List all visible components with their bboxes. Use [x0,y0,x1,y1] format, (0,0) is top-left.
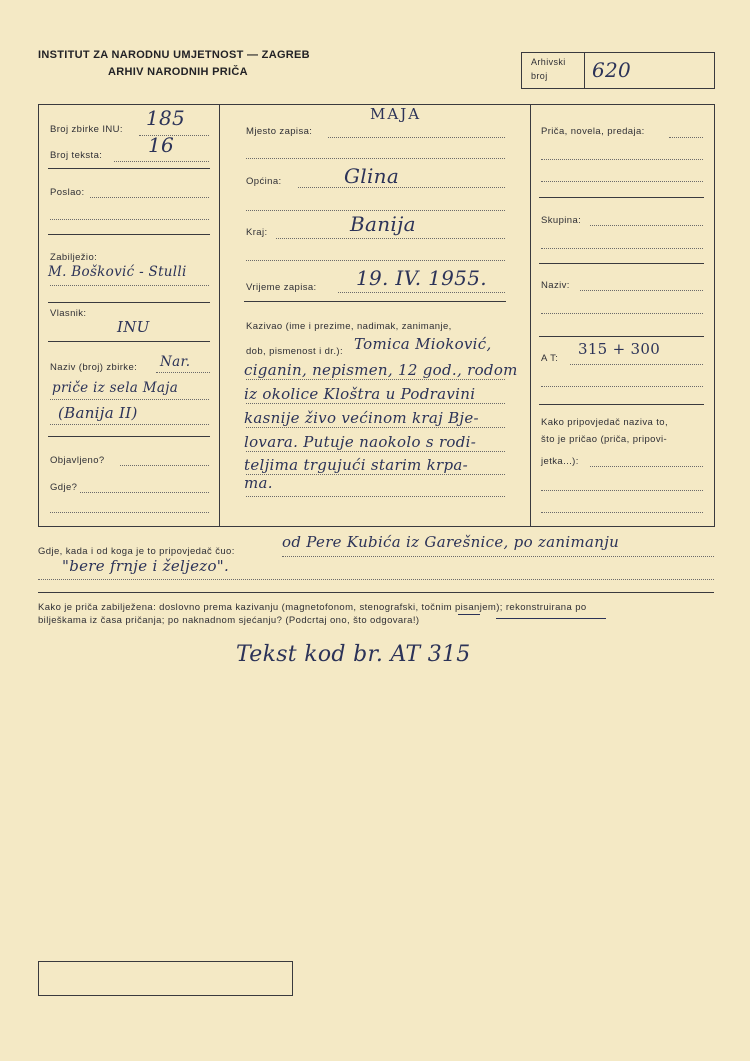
narrator-term-label-2: što je pričao (priča, pripovi- [541,434,668,445]
where-published-label: Gdje? [50,482,78,493]
region-value: Banija [350,212,416,236]
dotted-line [246,158,505,159]
separator [539,404,704,405]
recorder-label: Zabilježio: [50,252,98,263]
narrator-line-3: iz okolice Kloštra u Podravini [244,385,476,403]
narrator-line-6: teljima trgujući starim krpa- [244,456,469,474]
dotted-line [338,292,505,293]
dotted-line [580,290,703,291]
archive-number-value: 620 [592,58,632,82]
column-divider-left [219,104,220,526]
dotted-line [328,137,505,138]
dotted-line [50,219,209,220]
dotted-line [590,466,703,467]
separator [539,336,704,337]
collection-name-value-2: priče iz sela Maja [52,380,179,396]
narrator-line-5: lovara. Putuje naokolo s rodi- [244,433,477,451]
story-type-label: Priča, novela, predaja: [541,126,645,137]
owner-label: Vlasnik: [50,308,87,319]
sender-label: Poslao: [50,187,85,198]
dotted-line [541,512,703,513]
narrator-term-label-3: jetka...): [541,456,579,467]
dotted-line [246,496,505,497]
narrator-term-label-1: Kako pripovjedač naziva to, [541,417,668,428]
date-value: 19. IV. 1955. [356,266,487,290]
bottom-empty-box [38,961,293,996]
narrator-label-2: dob, pismenost i dr.): [246,346,343,357]
separator [48,234,210,235]
collection-name-label: Naziv (broj) zbirke: [50,362,138,373]
dotted-line [570,364,703,365]
column-divider-right [530,104,531,526]
dotted-line [298,187,505,188]
separator [38,592,714,593]
at-label: A T: [541,353,559,364]
separator [539,263,704,264]
published-label: Objavljeno? [50,455,105,466]
dotted-line [156,372,210,373]
dotted-line [50,512,209,513]
dotted-line [114,161,209,162]
collection-number-value: 185 [146,106,186,130]
collection-name-value-1: Nar. [160,354,191,370]
separator [48,302,210,303]
underline [496,618,606,619]
dotted-line [90,197,209,198]
dotted-line [50,285,209,286]
archive-title: ARHIV NARODNIH PRIČA [108,66,248,78]
dotted-line [276,238,505,239]
place-label: Mjesto zapisa: [246,126,313,137]
narrator-line-2: ciganin, nepismen, 12 god., rodom [244,361,518,379]
dotted-line [541,248,703,249]
method-line-2: bilješkama iz časa pričanja; po naknadnom sjećanju? (Podcrtaj ono, što odgovara!) [38,615,420,626]
dotted-line [50,424,209,425]
title-label: Naziv: [541,280,570,291]
municipality-value: Glina [344,164,400,188]
source-value-1: od Pere Kubića iz Garešnice, po zanimanju [282,533,620,551]
dotted-line [246,379,505,380]
institute-title: INSTITUT ZA NARODNU UMJETNOST — ZAGREB [38,49,310,61]
dotted-line [246,427,505,428]
dotted-line [120,465,209,466]
dotted-line [80,492,209,493]
dotted-line [541,490,703,491]
at-value: 315 + 300 [578,340,661,358]
dotted-line [541,313,703,314]
narrator-line-1: Tomica Mioković, [354,335,492,353]
method-line-1: Kako je priča zabilježena: doslovno prema kazivanju (magnetofonom, stenografski, točnim pisanjem); rekonstruirana po [38,602,587,613]
text-number-value: 16 [148,133,175,157]
archive-number-label-2: broj [531,71,548,81]
dotted-line [541,159,703,160]
dotted-line [38,579,714,580]
separator [539,197,704,198]
dotted-line [50,399,209,400]
collection-number-label: Broj zbirke INU: [50,124,123,135]
place-value: MAJA [370,105,422,123]
source-label: Gdje, kada i od koga je to pripovjedač čuo: [38,546,235,557]
text-reference-note: Tekst kod br. AT 315 [236,642,471,667]
dotted-line [541,181,703,182]
dotted-line [282,556,714,557]
separator [48,341,210,342]
region-label: Kraj: [246,227,268,238]
recorder-value: M. Bošković - Stulli [48,264,187,280]
separator [48,168,210,169]
dotted-line [541,386,703,387]
dotted-line [669,137,703,138]
narrator-line-7: ma. [244,474,273,492]
dotted-line [246,260,505,261]
underline [458,614,480,615]
owner-value: INU [117,318,150,336]
text-number-label: Broj teksta: [50,150,103,161]
separator [244,301,506,302]
collection-name-value-3: (Banija II) [58,404,138,422]
group-label: Skupina: [541,215,582,226]
source-value-2: "bere frnje i željezo". [62,557,230,575]
separator [48,436,210,437]
date-label: Vrijeme zapisa: [246,282,317,293]
municipality-label: Općina: [246,176,282,187]
archive-box-divider [584,52,585,88]
dotted-line [590,225,703,226]
dotted-line [246,474,505,475]
narrator-label-1: Kazivao (ime i prezime, nadimak, zanimanje, [246,321,452,332]
archive-number-label-1: Arhivski [531,57,566,67]
dotted-line [246,451,505,452]
dotted-line [246,403,505,404]
narrator-line-4: kasnije živo većinom kraj Bje- [244,409,479,427]
dotted-line [246,210,505,211]
